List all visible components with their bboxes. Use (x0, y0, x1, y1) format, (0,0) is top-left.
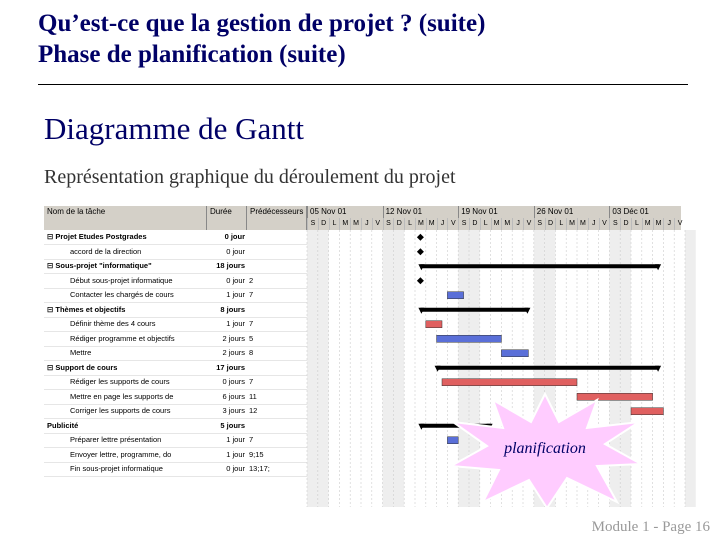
title-line-2: Phase de planification (suite) (38, 41, 346, 68)
predecessors-cell (249, 245, 305, 259)
table-row[interactable] (44, 448, 307, 463)
column-header-name[interactable]: Nom de la tâche (44, 206, 207, 230)
day-label: M (415, 218, 426, 230)
duration-cell: 8 jours (220, 304, 245, 314)
day-label: S (609, 218, 620, 230)
day-label: J (663, 218, 674, 230)
duration-cell: 1 jour (226, 319, 245, 328)
duration-cell: 5 jours (220, 420, 245, 430)
predecessors-cell (249, 419, 305, 433)
day-label: S (383, 218, 394, 230)
predecessors-cell: 2 (249, 275, 254, 285)
table-row[interactable] (44, 230, 307, 245)
table-row[interactable] (44, 303, 307, 318)
day-label: M (501, 218, 512, 230)
table-row[interactable] (44, 375, 307, 390)
summary-bar (420, 264, 659, 268)
table-row[interactable] (44, 346, 307, 361)
day-label: M (566, 218, 577, 230)
table-row[interactable] (44, 390, 307, 405)
task-name-cell: Envoyer lettre, programme, do (70, 449, 172, 459)
day-label: D (393, 218, 404, 230)
weekend-shade (307, 230, 318, 507)
predecessors-cell: 7 (249, 435, 254, 444)
day-label: M (350, 218, 361, 230)
week-label: 19 Nov 01 (458, 206, 534, 218)
task-bar (426, 321, 442, 328)
predecessors-cell (249, 230, 305, 244)
day-label: M (339, 218, 350, 230)
duration-cell: 1 jour (226, 449, 245, 459)
predecessors-cell: 8 (249, 348, 254, 357)
task-name-cell: Mettre en page les supports de (70, 391, 174, 401)
timescale-header (307, 206, 681, 231)
weekend-shade (383, 230, 394, 507)
day-label: V (372, 218, 383, 230)
duration-cell: 18 jours (216, 261, 245, 270)
day-label: M (642, 218, 653, 230)
day-label: M (426, 218, 437, 230)
day-label: V (523, 218, 534, 230)
task-name-cell: Rédiger programme et objectifs (70, 333, 175, 343)
task-name-cell: Mettre (70, 348, 92, 357)
day-label: L (631, 218, 642, 230)
weekend-shade (318, 230, 329, 507)
task-name-cell: Fin sous-projet informatique (70, 464, 163, 473)
table-row[interactable] (44, 433, 307, 448)
day-label: S (307, 218, 318, 230)
duration-cell: 1 jour (226, 290, 245, 299)
day-label: J (512, 218, 523, 230)
task-name-cell: ⊟ Support de cours (47, 362, 118, 372)
day-label: D (469, 218, 480, 230)
duration-cell: 3 jours (222, 406, 245, 415)
week-label: 03 Déc 01 (609, 206, 685, 218)
task-name-cell: Préparer lettre présentation (70, 435, 162, 444)
column-header-predecessors[interactable]: Prédécesseurs (247, 206, 307, 230)
section-subheading: Représentation graphique du déroulement du projet (44, 166, 456, 188)
day-label: L (404, 218, 415, 230)
column-header-duration[interactable]: Durée (207, 206, 247, 230)
weekend-shade (393, 230, 404, 507)
week-label: 05 Nov 01 (307, 206, 383, 218)
predecessors-cell: 7 (249, 319, 254, 328)
table-row[interactable] (44, 419, 307, 434)
task-bar (501, 350, 528, 357)
title-divider (38, 84, 688, 85)
weekend-shade (685, 230, 696, 507)
predecessors-cell: 5 (249, 333, 254, 343)
predecessors-cell (249, 303, 305, 317)
task-name-cell: ⊟ Thèmes et objectifs (47, 304, 126, 314)
task-name-cell: Contacter les chargés de cours (70, 290, 174, 299)
table-row[interactable] (44, 404, 307, 419)
duration-cell: 17 jours (216, 362, 245, 372)
table-row[interactable] (44, 245, 307, 260)
day-label: M (491, 218, 502, 230)
day-label: M (577, 218, 588, 230)
task-name-cell: accord de la direction (70, 246, 142, 256)
table-row[interactable] (44, 259, 307, 274)
day-label: M (653, 218, 664, 230)
day-label: J (588, 218, 599, 230)
day-label: L (329, 218, 340, 230)
task-name-cell: Corriger les supports de cours (70, 406, 171, 415)
predecessors-cell (249, 361, 305, 375)
task-table (44, 230, 307, 507)
day-label: D (620, 218, 631, 230)
summary-bar (437, 366, 659, 370)
week-label: 26 Nov 01 (534, 206, 610, 218)
day-label: S (458, 218, 469, 230)
predecessors-cell: 13;17; (249, 464, 270, 473)
day-label: V (599, 218, 610, 230)
predecessors-cell (249, 259, 305, 273)
duration-cell: 1 jour (226, 435, 245, 444)
day-label: L (555, 218, 566, 230)
task-bar (442, 379, 577, 386)
day-label: L (480, 218, 491, 230)
day-label: D (545, 218, 556, 230)
table-row[interactable] (44, 332, 307, 347)
duration-cell: 0 jours (222, 377, 245, 386)
table-row[interactable] (44, 274, 307, 289)
day-label: V (447, 218, 458, 230)
duration-cell: 0 jour (226, 275, 245, 285)
day-label: V (674, 218, 685, 230)
task-name-cell: Publicité (47, 420, 79, 430)
duration-cell: 2 jours (222, 348, 245, 357)
duration-cell: 0 jour (226, 464, 245, 473)
predecessors-cell: 7 (249, 290, 254, 299)
task-name-cell: Rédiger les supports de cours (70, 377, 170, 386)
summary-bar (420, 308, 528, 312)
week-label: 12 Nov 01 (383, 206, 459, 218)
milestone-marker (417, 248, 424, 255)
table-row[interactable] (44, 462, 307, 477)
duration-cell: 2 jours (222, 333, 245, 343)
day-label: S (534, 218, 545, 230)
duration-cell: 0 jour (224, 232, 245, 241)
milestone-marker (417, 234, 424, 241)
table-row[interactable] (44, 317, 307, 332)
duration-cell: 6 jours (222, 391, 245, 401)
day-label: J (437, 218, 448, 230)
milestone-marker (417, 277, 424, 284)
predecessors-cell: 12 (249, 406, 258, 415)
duration-cell: 0 jour (226, 246, 245, 256)
section-heading: Diagramme de Gantt (44, 111, 304, 146)
task-name-cell: Définir thème des 4 cours (70, 319, 156, 328)
task-bar (437, 335, 502, 342)
task-name-cell: ⊟ Projet Etudes Postgrades (47, 232, 147, 241)
task-name-cell: ⊟ Sous-projet "informatique" (47, 261, 152, 270)
task-table-header (44, 206, 307, 231)
predecessors-cell: 11 (249, 391, 257, 401)
task-bar (447, 292, 463, 299)
day-label: D (318, 218, 329, 230)
title-line-1: Qu’est-ce que la gestion de projet ? (suite) (38, 10, 486, 37)
callout-label: planification (504, 440, 586, 457)
page-footer: Module 1 - Page 16 (591, 519, 710, 535)
predecessors-cell: 9;15 (249, 449, 264, 459)
predecessors-cell: 7 (249, 377, 254, 386)
slide-title (38, 8, 485, 70)
task-name-cell: Début sous-projet informatique (70, 275, 173, 285)
day-label: J (361, 218, 372, 230)
table-row[interactable] (44, 288, 307, 303)
table-row[interactable] (44, 361, 307, 376)
